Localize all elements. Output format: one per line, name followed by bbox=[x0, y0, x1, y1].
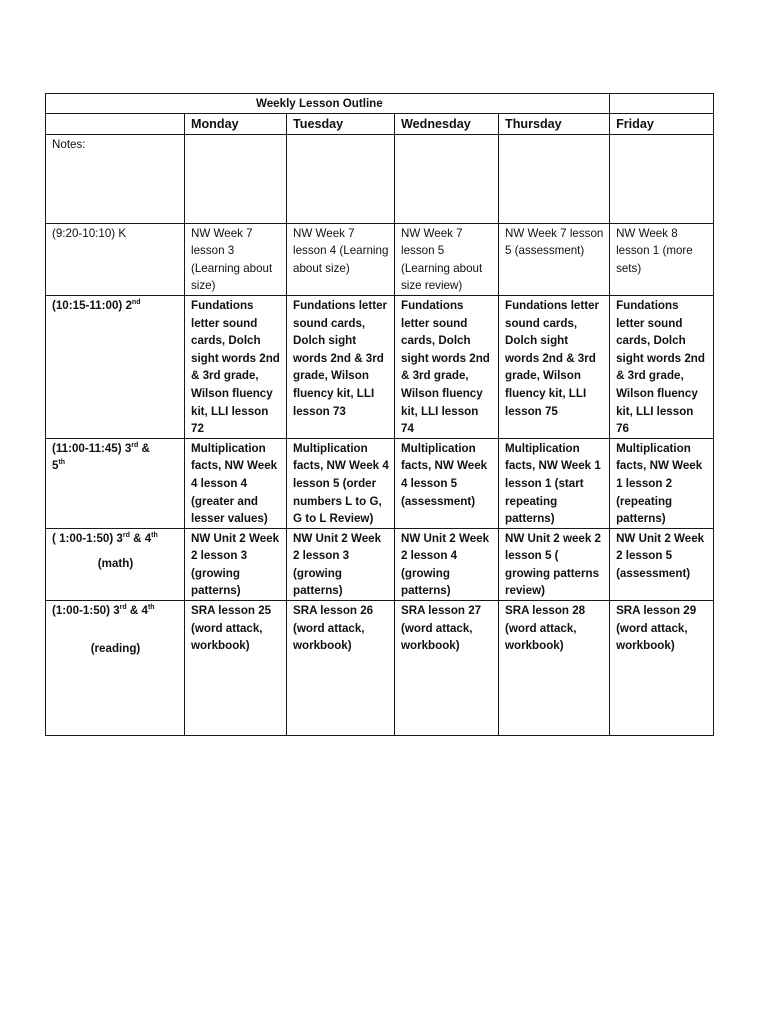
day-header-friday: Friday bbox=[610, 113, 714, 134]
time-cell bbox=[46, 438, 185, 528]
time-text: (1:00-1:50) 3 bbox=[52, 604, 120, 618]
lesson-cell-tuesday: NW Week 7 lesson 4 (Learning about size) bbox=[287, 223, 395, 295]
subject-label-reading: (reading) bbox=[90, 641, 141, 655]
lesson-cell-thursday: SRA lesson 28 (word attack, workbook) bbox=[499, 601, 610, 736]
table-title: Weekly Lesson Outline bbox=[46, 94, 610, 114]
subject-label-math: (math) bbox=[97, 557, 134, 571]
time-text: ( 1:00-1:50) 3 bbox=[52, 531, 123, 545]
notes-row bbox=[46, 134, 714, 223]
lesson-cell-wednesday: Fundations letter sound cards, Dolch sight words 2nd & 3rd grade, Wilson fluency kit, LLI lesson 74 bbox=[395, 295, 499, 438]
lesson-outline-sheet bbox=[45, 93, 714, 736]
notes-label: Notes: bbox=[46, 134, 185, 223]
time-cell bbox=[46, 601, 185, 736]
time-cell bbox=[46, 223, 185, 295]
time-tail: & 4 bbox=[126, 604, 148, 618]
time-superscript: rd bbox=[122, 531, 130, 539]
time-tail-superscript: th bbox=[151, 531, 158, 539]
notes-cell-monday bbox=[185, 134, 287, 223]
lesson-cell-friday: NW Unit 2 Week 2 lesson 5 (assessment) bbox=[610, 528, 714, 600]
notes-cell-friday bbox=[610, 134, 714, 223]
lesson-cell-tuesday: NW Unit 2 Week 2 lesson 3 (growing patterns) bbox=[287, 528, 395, 600]
lesson-cell-monday: Fundations letter sound cards, Dolch sight words 2nd & 3rd grade, Wilson fluency kit, LLI lesson 72 bbox=[185, 295, 287, 438]
time-superscript: rd bbox=[119, 604, 127, 612]
time-tail: & 4 bbox=[129, 531, 152, 545]
header-corner-cell bbox=[46, 113, 185, 134]
schedule-row-math bbox=[46, 528, 714, 600]
time-text: (11:00-11:45) 3 bbox=[52, 441, 132, 455]
day-header-row bbox=[46, 113, 714, 134]
lesson-cell-friday: NW Week 8 lesson 1 (more sets) bbox=[610, 223, 714, 295]
lesson-cell-monday: Multiplication facts, NW Week 4 lesson 4 (greater and lesser values) bbox=[185, 438, 287, 528]
lesson-cell-wednesday: NW Unit 2 Week 2 lesson 4 (growing patterns) bbox=[395, 528, 499, 600]
day-header-monday: Monday bbox=[185, 113, 287, 134]
schedule-row-2nd bbox=[46, 295, 714, 438]
notes-cell-thursday bbox=[499, 134, 610, 223]
schedule-row-k bbox=[46, 223, 714, 295]
title-row bbox=[46, 94, 714, 114]
time-superscript: nd bbox=[131, 298, 141, 306]
time-text: (9:20-10:10) K bbox=[52, 226, 127, 240]
day-header-wednesday: Wednesday bbox=[395, 113, 499, 134]
time-cell bbox=[46, 528, 185, 600]
schedule-row-3rd-5th bbox=[46, 438, 714, 528]
notes-cell-wednesday bbox=[395, 134, 499, 223]
lesson-cell-wednesday: SRA lesson 27 (word attack, workbook) bbox=[395, 601, 499, 736]
lesson-cell-friday: Fundations letter sound cards, Dolch sight words 2nd & 3rd grade, Wilson fluency kit, LLI lesson 76 bbox=[610, 295, 714, 438]
lesson-cell-wednesday: NW Week 7 lesson 5 (Learning about size review) bbox=[395, 223, 499, 295]
lesson-cell-thursday: NW Week 7 lesson 5 (assessment) bbox=[499, 223, 610, 295]
lesson-cell-thursday: NW Unit 2 week 2 lesson 5 ( growing patterns review) bbox=[499, 528, 610, 600]
title-row-empty-cell bbox=[610, 94, 714, 114]
lesson-cell-wednesday: Multiplication facts, NW Week 4 lesson 5 (assessment) bbox=[395, 438, 499, 528]
lesson-cell-friday: Multiplication facts, NW Week 1 lesson 2 (repeating patterns) bbox=[610, 438, 714, 528]
time-line2-superscript: th bbox=[58, 459, 66, 467]
time-tail: & bbox=[138, 441, 150, 455]
lesson-cell-tuesday: Fundations letter sound cards, Dolch sight words 2nd & 3rd grade, Wilson fluency kit, LLI lesson 73 bbox=[287, 295, 395, 438]
notes-cell-tuesday bbox=[287, 134, 395, 223]
lesson-cell-monday: NW Unit 2 Week 2 lesson 3 (growing patterns) bbox=[185, 528, 287, 600]
lesson-cell-monday: SRA lesson 25 (word attack, workbook) bbox=[185, 601, 287, 736]
lesson-cell-tuesday: SRA lesson 26 (word attack, workbook) bbox=[287, 601, 395, 736]
time-superscript: rd bbox=[131, 441, 139, 449]
time-line2: 5 bbox=[52, 459, 59, 473]
lesson-cell-thursday: Multiplication facts, NW Week 1 lesson 1 (start repeating patterns) bbox=[499, 438, 610, 528]
lesson-cell-thursday: Fundations letter sound cards, Dolch sight words 2nd & 3rd grade, Wilson fluency kit, LLI lesson 75 bbox=[499, 295, 610, 438]
lesson-cell-friday: SRA lesson 29 (word attack, workbook) bbox=[610, 601, 714, 736]
schedule-row-reading bbox=[46, 601, 714, 736]
day-header-thursday: Thursday bbox=[499, 113, 610, 134]
time-cell bbox=[46, 295, 185, 438]
time-tail-superscript: th bbox=[147, 604, 155, 612]
time-text: (10:15-11:00) 2 bbox=[52, 298, 132, 312]
lesson-cell-monday: NW Week 7 lesson 3 (Learning about size) bbox=[185, 223, 287, 295]
lesson-cell-tuesday: Multiplication facts, NW Week 4 lesson 5 (order numbers L to G, G to L Review) bbox=[287, 438, 395, 528]
day-header-tuesday: Tuesday bbox=[287, 113, 395, 134]
weekly-lesson-table bbox=[45, 93, 714, 736]
